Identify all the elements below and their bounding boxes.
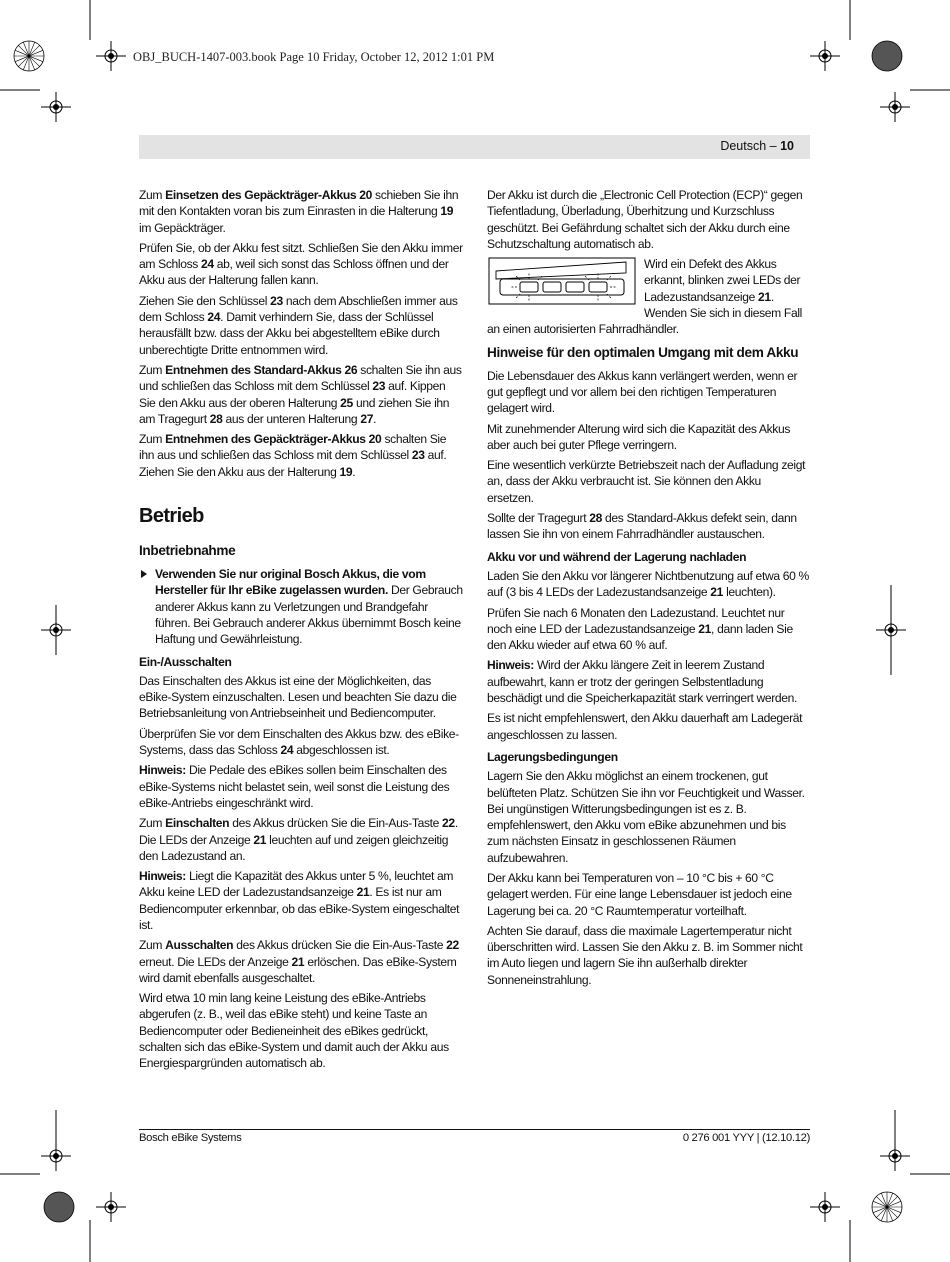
paragraph-remove-rack-battery: Zum Entnehmen des Gepäckträger-Akkus 20 schalten Sie ihn aus und schließen das Schloss mit dem Schlüssel 23 auf. Ziehen Sie den Akku aus der Halterung 19. [139, 432, 447, 479]
footer-company: Bosch eBike Systems [139, 1132, 242, 1144]
registration-mark-bottom-right [790, 1110, 950, 1262]
page-header-label [720, 139, 794, 153]
paragraph-charger: Es ist nicht empfehlenswert, den Akku dauerhaft am Ladegerät angeschlossen zu lassen. [487, 711, 803, 742]
section-heading-betrieb: Betrieb [139, 505, 204, 528]
left-column [139, 187, 463, 1076]
paragraph-ecp: Der Akku ist durch die „Electronic Cell Protection (ECP)“ gegen Tiefentladung, Überladung, Überhitzung und Kurzschluss geschützt. Bei Gefährdung schaltet sich der Akku durch eine Schutzschaltung automatisch ab. [487, 188, 803, 251]
paragraph-switch-on-options: Das Einschalten des Akkus ist eine der Möglichkeiten, das eBike-System einzuschalten. Lesen und beachten Sie dazu die Betriebsanleitung von Antriebseinheit und Bediencomputer. [139, 673, 457, 721]
page-header-bar [139, 135, 810, 159]
registration-mark-mid-left [40, 605, 80, 655]
footer-rule [139, 1129, 810, 1130]
paragraph-charge-60: Laden Sie den Akku vor längerer Nichtbenutzung auf etwa 60 % auf (3 bis 4 LEDs der Ladezustandsanzeige 21 leuchten). [487, 568, 809, 600]
footer-doc-number: 0 276 001 YYY | (12.10.12) [682, 1132, 810, 1144]
subheading-nachladen: Akku vor und während der Lagerung nachladen [487, 549, 747, 564]
header-separator: – [766, 139, 781, 153]
paragraph-lifetime: Die Lebensdauer des Akkus kann verlängert werden, wenn er gut gepflegt und vor allem bei den richtigen Temperaturen gelagert wird. [487, 368, 798, 416]
paragraph-check-lock: Prüfen Sie, ob der Akku fest sitzt. Schließen Sie den Akku immer am Schloss 24 ab, weil sich sonst das Schloss öffnen und der Akku aus der Halterung fallen kann. [139, 240, 463, 288]
paragraph-strap: Sollte der Tragegurt 28 des Standard-Akkus defekt sein, dann lassen Sie ihn von einem Fahrradhändler austauschen. [487, 511, 797, 542]
defect-figure-block [487, 256, 810, 337]
paragraph-switch-off: Zum Ausschalten des Akkus drücken Sie die Ein-Aus-Taste 22 erneut. Die LEDs der Anzeige 21 erlöschen. Das eBike-System wird damit ebenfalls ausgeschaltet. [139, 938, 459, 985]
paragraph-max-temp: Achten Sie darauf, dass die maximale Lagertemperatur nicht überschritten wird. Lassen Sie den Akku z. B. im Sommer nicht im Auto liegen und lagern Sie ihn außerhalb direkter Sonneneinstrahlung. [487, 923, 803, 987]
paragraph-note-pedals: Hinweis: Die Pedale des eBikes sollen beim Einschalten des eBike-Systems nicht belastet sein, weil sonst die Leistung des eBike-Antriebs eingeschränkt wird. [139, 763, 450, 810]
bullet-triangle-icon [141, 570, 147, 578]
paragraph-auto-off: Wird etwa 10 min lang keine Leistung des eBike-Antriebs abgerufen (z. B., weil das eBike steht) und keine Taste an Bediencomputer oder Bedieneinheit des eBikes gedrückt, schalten sich das eBike-System und damit auch der Akku aus Energiespargründen automatisch ab. [139, 991, 449, 1071]
paragraph-remove-key: Ziehen Sie den Schlüssel 23 nach dem Abschließen immer aus dem Schloss 24. Damit verhindern Sie, dass der Schlüssel herausfällt bzw. dass der Akku bei abgestelltem eBike durch unberechtigte Dritte entnommen wird. [139, 293, 458, 357]
registration-mark-bottom-left [0, 1110, 140, 1262]
paragraph-remove-standard-battery: Zum Entnehmen des Standard-Akkus 26 schalten Sie ihn aus und schließen das Schloss mit dem Schlüssel 23 auf. Kippen Sie den Akku aus der oberen Halterung 25 und ziehen Sie ihn am Tragegurt 28 aus der unteren Halterung 27. [139, 362, 462, 426]
paragraph-aging: Mit zunehmender Alterung wird sich die Kapazität des Akkus aber auch bei guter Pflege verringern. [487, 421, 791, 452]
paragraph-note-low-capacity: Hinweis: Liegt die Kapazität des Akkus unter 5 %, leuchtet am Akku keine LED der Ladezustandsanzeige 21. Es ist nur am Bediencomputer erkennbar, ob das eBike-System eingeschaltet ist. [139, 869, 460, 932]
paragraph-insert-rack-battery: Zum Einsetzen des Gepäckträger-Akkus 20 schieben Sie ihn mit den Kontakten voran bis zum Einrasten in die Halterung 19 im Gepäckträger. [139, 188, 459, 235]
subheading-lagerung: Lagerungsbedingungen [487, 749, 618, 764]
subheading-ein-ausschalten: Ein-/Ausschalten [139, 654, 232, 669]
subheading-inbetriebnahme: Inbetriebnahme [139, 543, 236, 559]
paragraph-check-lock-before: Überprüfen Sie vor dem Einschalten des Akkus bzw. des eBike-Systems, dass das Schloss 24 abgeschlossen ist. [139, 726, 459, 758]
paragraph-check-6-months: Prüfen Sie nach 6 Monaten den Ladezustand. Leuchtet nur noch eine LED der Ladezustandsanzeige 21, dann laden Sie den Akku wieder auf etwa 60 % auf. [487, 605, 793, 653]
battery-led-blink-illustration [488, 257, 636, 305]
paragraph-storage-place: Lagern Sie den Akku möglichst an einem trockenen, gut belüfteten Platz. Schützen Sie ihn vor Feuchtigkeit und Wasser. Bei ungünstigen Witterungsbedingungen ist es z. B. empfehlenswert, den Akku vom eBike abzunehmen und bis zum nächsten Einsatz in geschlossenen Räumen aufzubewahren. [487, 769, 805, 865]
registration-mark-top-left [0, 0, 140, 140]
print-slug: OBJ_BUCH-1407-003.book Page 10 Friday, October 12, 2012 1:01 PM [133, 50, 495, 64]
right-column [487, 187, 810, 992]
warning-bullet-original-batteries: Verwenden Sie nur original Bosch Akkus, die vom Hersteller für Ihr eBike zugelassen wurden. Der Gebrauch anderer Akkus kann zu Verletzungen und Brandgefahr führen. Bei Gebrauch anderer Akkus übernimmt Bosch keine Haftung und Gewährleistung. [139, 566, 463, 647]
paragraph-switch-on: Zum Einschalten des Akkus drücken Sie die Ein-Aus-Taste 22. Die LEDs der Anzeige 21 leuchten auf und zeigen gleichzeitig den Ladezustand an. [139, 816, 458, 863]
paragraph-storage-temp: Der Akku kann bei Temperaturen von – 10 °C bis + 60 °C gelagert werden. Für eine lange Lebensdauer ist jedoch eine Lagerung bei ca. 20 °C Raumtemperatur vorteilhaft. [487, 870, 792, 918]
paragraph-note-empty: Hinweis: Wird der Akku längere Zeit in leerem Zustand aufbewahrt, kann er trotz der geringen Selbstentladung beschädigt und die Speicherkapazität stark verringert werden. [487, 658, 798, 706]
header-language: Deutsch [720, 139, 767, 153]
subheading-hinweise: Hinweise für den optimalen Umgang mit dem Akku [487, 344, 799, 360]
registration-mark-top-right [790, 0, 950, 140]
header-page-number: 10 [780, 139, 794, 153]
paragraph-replace-battery: Eine wesentlich verkürzte Betriebszeit nach der Aufladung zeigt an, dass der Akku verbraucht ist. Sie können den Akku ersetzen. [487, 458, 806, 505]
paragraph-defect-leds: Wird ein Defekt des Akkus erkannt, blinken zwei LEDs der Ladezustandsanzeige 21. Wenden Sie sich in diesem Fall an einen autorisierten Fahrradhändler. [487, 257, 802, 337]
registration-mark-mid-right [875, 585, 915, 675]
